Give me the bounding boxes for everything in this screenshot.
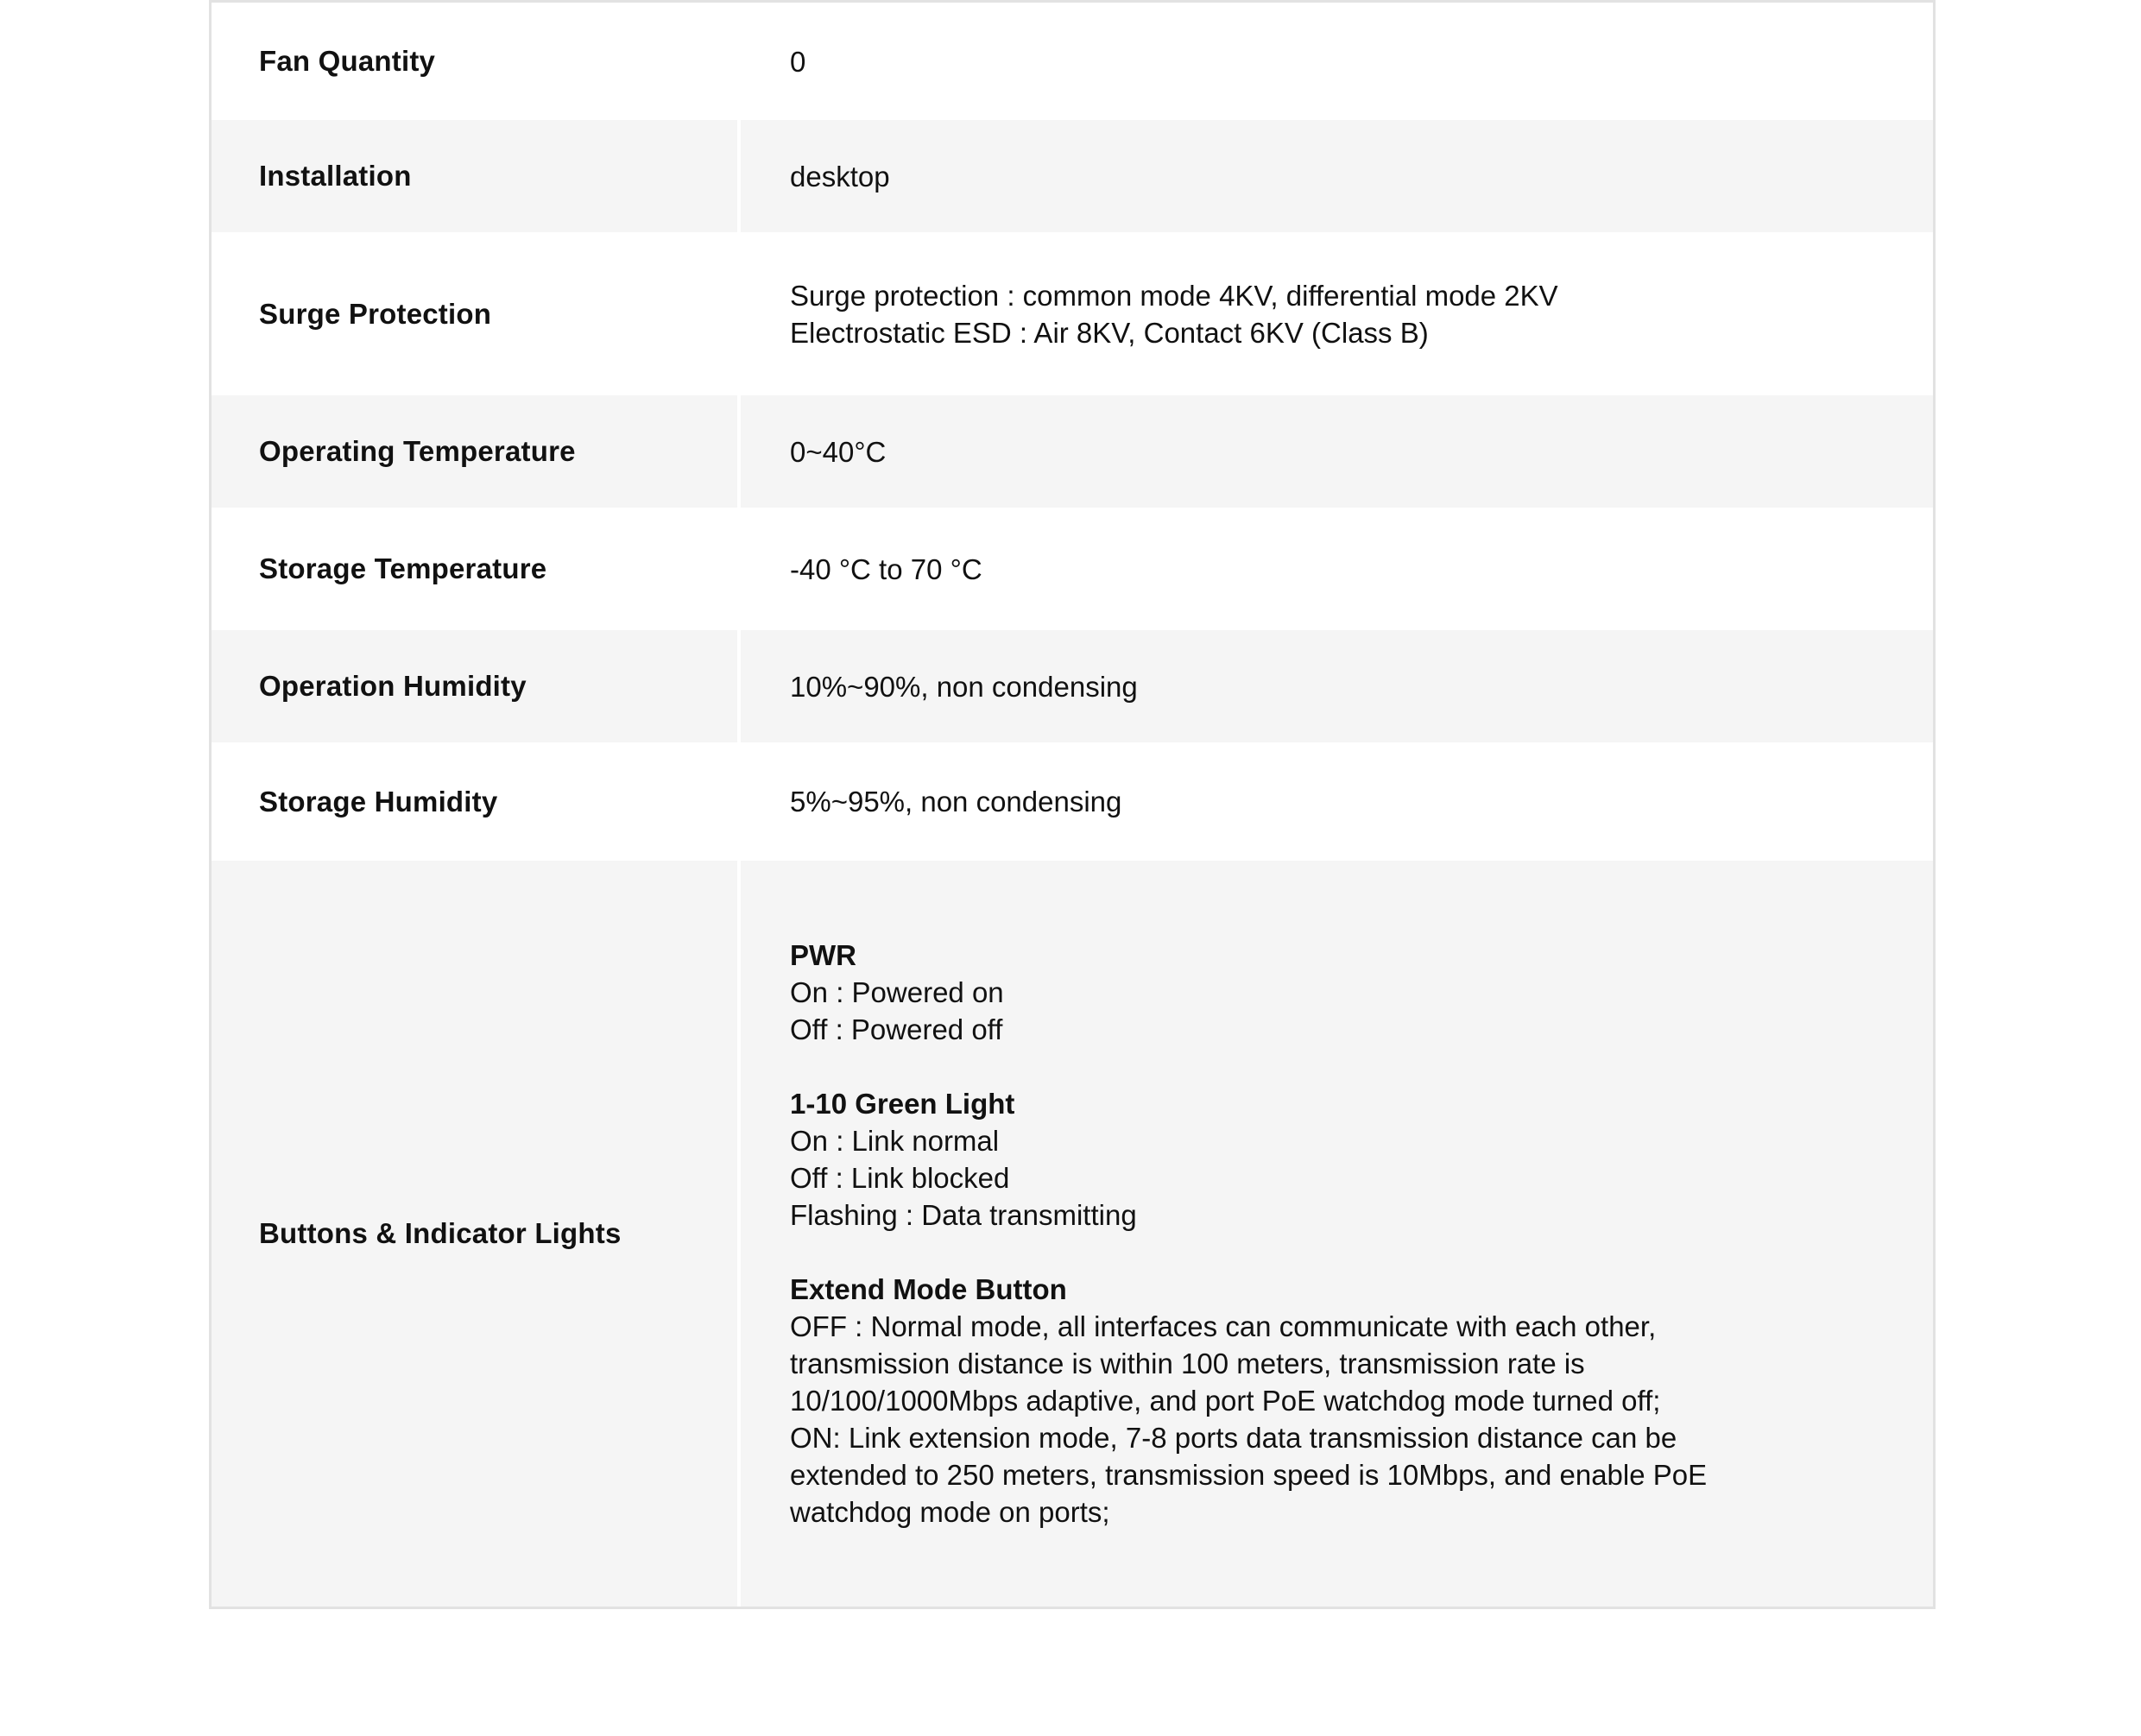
indicator-line: OFF : Normal mode, all interfaces can communicate with each other, — [790, 1310, 1657, 1342]
spec-value — [741, 742, 1933, 861]
spec-value — [741, 508, 1933, 630]
indicator-line: On : Link normal — [790, 1125, 1000, 1157]
spec-value — [741, 120, 1933, 232]
spec-value-text: 5%~95%, non condensing — [790, 786, 1122, 817]
indicator-group-title: PWR — [790, 939, 856, 971]
spec-row-surge-protection — [212, 232, 1933, 395]
indicator-line: Flashing : Data transmitting — [790, 1199, 1137, 1231]
spec-value — [741, 861, 1933, 1607]
indicator-line: On : Powered on — [790, 976, 1004, 1008]
spec-value — [741, 3, 1933, 120]
spec-table — [209, 0, 1936, 1609]
indicator-line: extended to 250 meters, transmission speed is 10Mbps, and enable PoE — [790, 1459, 1708, 1491]
spec-row-operation-humidity — [212, 630, 1933, 742]
spec-value-text: desktop — [790, 160, 890, 193]
spec-label: Installation — [212, 120, 741, 232]
spec-value-text: 0~40°C — [790, 435, 887, 468]
spec-value — [741, 630, 1933, 742]
indicator-line: Off : Powered off — [790, 1013, 1003, 1045]
spec-label: Storage Temperature — [212, 508, 741, 630]
indicator-line: transmission distance is within 100 meters, transmission rate is — [790, 1348, 1585, 1379]
indicator-group-pwr — [790, 937, 1881, 1048]
spec-label: Storage Humidity — [212, 742, 741, 861]
spec-label: Fan Quantity — [212, 3, 741, 120]
spec-row-storage-humidity — [212, 742, 1933, 861]
spec-value-text: -40 °C to 70 °C — [790, 552, 982, 585]
indicator-line: 10/100/1000Mbps adaptive, and port PoE watchdog mode turned off; — [790, 1385, 1661, 1417]
spec-value-text: 10%~90%, non condensing — [790, 670, 1138, 703]
indicator-group-green-light — [790, 1085, 1881, 1234]
indicator-line: Off : Link blocked — [790, 1162, 1010, 1194]
spec-label: Buttons & Indicator Lights — [212, 861, 741, 1607]
indicator-group-title: 1-10 Green Light — [790, 1088, 1015, 1120]
spec-row-fan-quantity — [212, 3, 1933, 120]
spec-row-storage-temperature — [212, 508, 1933, 630]
spec-label: Operation Humidity — [212, 630, 741, 742]
indicator-line: watchdog mode on ports; — [790, 1496, 1110, 1528]
spec-label: Operating Temperature — [212, 395, 741, 508]
spec-row-installation — [212, 120, 1933, 232]
spec-row-operating-temperature — [212, 395, 1933, 508]
spec-value-line: Electrostatic ESD : Air 8KV, Contact 6KV (Class B) — [790, 316, 1429, 349]
spec-value — [741, 395, 1933, 508]
spec-value-text: 0 — [790, 45, 806, 78]
spec-label: Surge Protection — [212, 232, 741, 395]
indicator-group-title: Extend Mode Button — [790, 1273, 1067, 1305]
indicator-group-extend-mode-button — [790, 1271, 1881, 1531]
spec-row-buttons-indicator-lights — [212, 861, 1933, 1607]
spec-value-line: Surge protection : common mode 4KV, differential mode 2KV — [790, 279, 1558, 312]
indicator-line: ON: Link extension mode, 7-8 ports data transmission distance can be — [790, 1422, 1677, 1454]
spec-value — [741, 232, 1933, 395]
